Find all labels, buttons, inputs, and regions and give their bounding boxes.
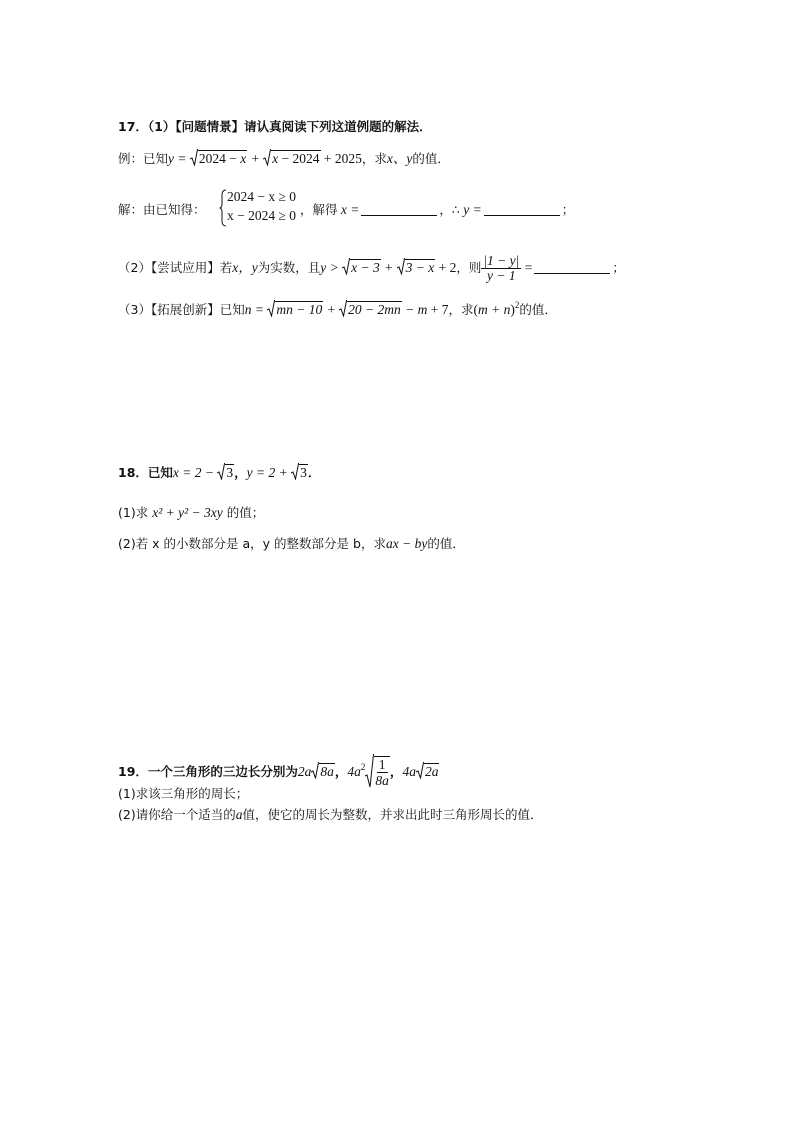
q17-part2: （2）【尝试应用】若x，y为实数，且y > x − 3 + 3 − x + 2，则 $\frac{|1 - y|}{y - 1}$ = ；: [118, 253, 625, 283]
q18-part1: (1)求 x² + y² − 3xy 的值；: [118, 505, 265, 520]
system-line-1: 2024 − x ≥ 0: [227, 189, 297, 204]
q17-part3-formula: n = mn − 10 + 20 − 2mn − m + 7: [244, 302, 449, 317]
answer-blank-x[interactable]: [361, 202, 437, 216]
q19-title: 19．一个三角形的三边长分别为2a 8a ，$4a^2$ $\frac{1}{8a}$ ，4a 2a: [118, 754, 439, 788]
q17-solution-label: 解：由已知得：: [118, 202, 206, 217]
q19-side-3: 4a 2a: [402, 764, 439, 779]
q19-side-1: 2a 8a: [297, 764, 334, 779]
q17-example-formula: y = 2024 − x + x − 2024 + 2025: [168, 151, 362, 166]
q17-part2-formula: y > x − 3 + 3 − x + 2: [320, 260, 457, 275]
q17-example: 例：已知y = 2024 − x + x − 2024 + 2025，求x、y的值．: [118, 151, 450, 166]
q17-part3-expr: $(m + n)^2$: [473, 300, 520, 317]
answer-blank-fraction[interactable]: [534, 260, 610, 274]
q19-part2: (2)请你给一个适当的a值，使它的周长为整数，并求出此时三角形周长的值．: [118, 807, 543, 822]
q18-part2: (2)若 x 的小数部分是 a，y 的整数部分是 b，求ax − by的值．: [118, 536, 465, 551]
q17-solution-answers: ，解得 x = ，∴ y = ；: [300, 202, 575, 217]
q19-side-2: $4a^2$ $\frac{1}{8a}$: [347, 764, 390, 779]
q17-fraction: $\frac{|1 - y|}{y - 1}$: [483, 253, 520, 283]
system-line-2: x − 2024 ≥ 0: [227, 208, 297, 223]
q19-part1: (1)求该三角形的周长；: [118, 786, 249, 801]
q17-title: 17．（1）【问题情景】请认真阅读下列这道例题的解法．: [118, 119, 432, 134]
q17-part3: （3）【拓展创新】已知n = mn − 10 + 20 − 2mn − m + 7，求$(m + n)^2$的值．: [118, 300, 557, 317]
answer-blank-y[interactable]: [484, 202, 560, 216]
left-brace-icon: [219, 189, 227, 227]
q18-title: 18．已知x = 2 − 3 ，y = 2 + 3 ．: [118, 465, 321, 480]
